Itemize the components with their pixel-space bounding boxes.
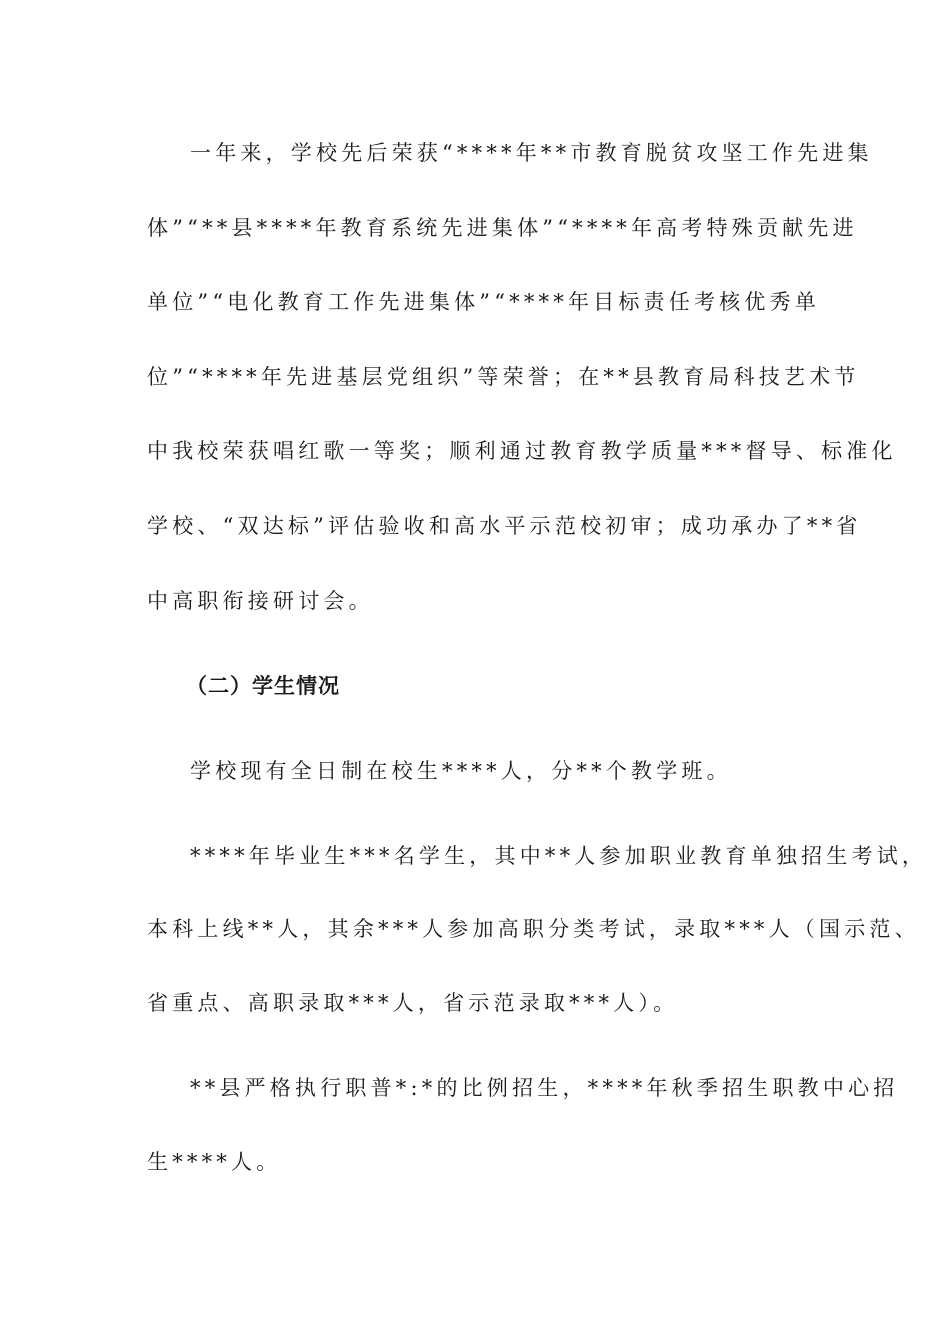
paragraph-1-line-4: 位”“****年先进基层党组织”等荣誉；在**县教育局科技艺术节 — [147, 365, 860, 389]
paragraph-3-line-2: 本科上线**人，其余***人参加高职分类考试，录取***人（国示范、 — [147, 917, 920, 941]
paragraph-1-line-5: 中我校荣获唱红歌一等奖；顺利通过教育教学质量***督导、标准化 — [147, 439, 897, 463]
paragraph-1-line-7: 中高职衔接研讨会。 — [147, 589, 374, 613]
paragraph-3-line-1: ****年毕业生***名学生，其中**人参加职业教育单独招生考试， — [190, 844, 928, 868]
paragraph-1-line-6: 学校、“双达标”评估验收和高水平示范校初审；成功承办了**省 — [147, 514, 862, 538]
paragraph-4-line-1: **县严格执行职普*:*的比例招生，****年秋季招生职教中心招 — [190, 1076, 899, 1100]
section-heading: （二）学生情况 — [186, 674, 340, 698]
paragraph-1-line-2: 体”“**县****年教育系统先进集体”“****年高考特殊贡献先进 — [147, 216, 858, 240]
paragraph-3-line-3: 省重点、高职录取***人，省示范录取***人）。 — [147, 991, 679, 1015]
paragraph-1-line-1: 一年来，学校先后荣获“****年**市教育脱贫攻坚工作先进集 — [190, 141, 873, 165]
paragraph-1-line-3: 单位”“电化教育工作先进集体”“****年目标责任考核优秀单 — [147, 290, 820, 314]
paragraph-4-line-2: 生****人。 — [147, 1150, 282, 1174]
paragraph-2-line-1: 学校现有全日制在校生****人，分**个教学班。 — [190, 759, 732, 783]
